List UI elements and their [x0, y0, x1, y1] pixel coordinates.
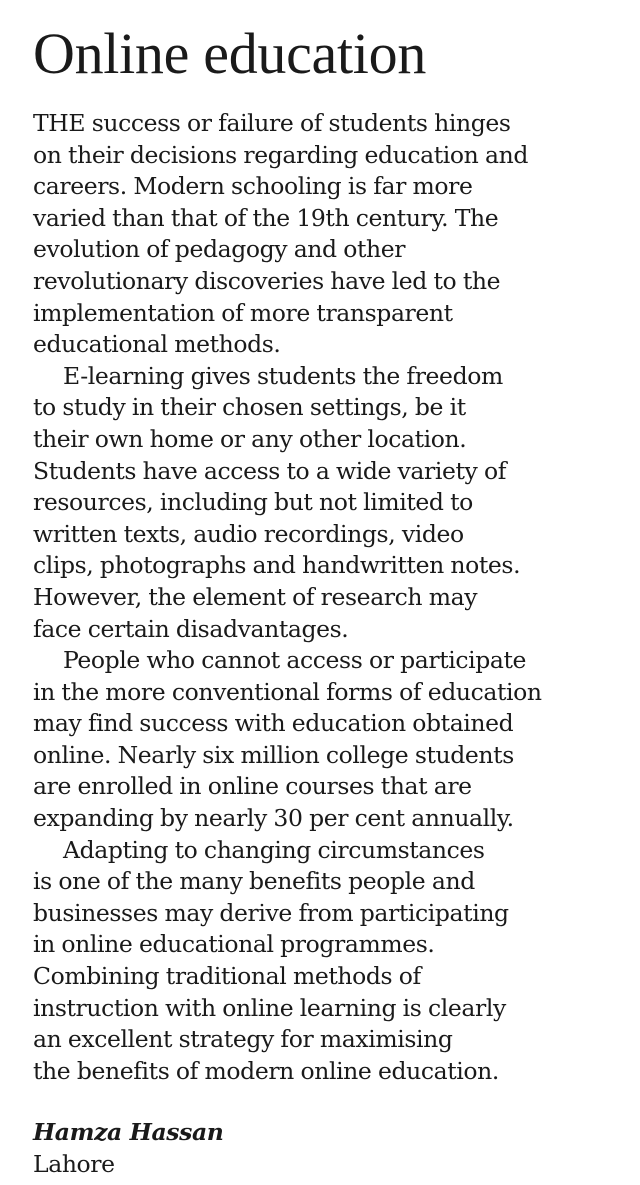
- text-line: instruction with online learning is clearly: [33, 993, 506, 1022]
- text-line: Students have access to a wide variety of: [33, 456, 507, 485]
- text-line: are enrolled in online courses that are: [33, 772, 472, 801]
- text-line: expanding by nearly 30 per cent annually.: [33, 804, 514, 833]
- headline: Online education: [33, 21, 427, 86]
- text-line: the benefits of modern online education.: [33, 1056, 499, 1085]
- text-line: However, the element of research may: [33, 582, 478, 611]
- text-line: to study in their chosen settings, be it: [33, 393, 466, 422]
- paragraph-3: [33, 645, 623, 835]
- text-line: E-learning gives students the freedom: [63, 361, 503, 390]
- text-line: People who cannot access or participate: [63, 646, 527, 675]
- text-line: careers. Modern schooling is far more: [33, 172, 473, 201]
- text-line: educational methods.: [33, 330, 281, 359]
- paragraph-2: [33, 361, 623, 645]
- text-line: evolution of pedagogy and other: [33, 235, 406, 264]
- text-line: face certain disadvantages.: [33, 614, 349, 643]
- text-line: is one of the many benefits people and: [33, 867, 475, 896]
- text-line: businesses may derive from participating: [33, 898, 509, 927]
- text-line: THE success or failure of students hinges: [33, 109, 511, 137]
- signature-block: [33, 1117, 623, 1180]
- text-line: may find success with education obtained: [33, 709, 514, 738]
- author-name: Hamza Hassan: [33, 1118, 224, 1147]
- text-line: in online educational programmes.: [33, 930, 435, 959]
- text-line: on their decisions regarding education and: [33, 140, 528, 169]
- text-line: clips, photographs and handwritten notes.: [33, 551, 521, 580]
- text-line: resources, including but not limited to: [33, 488, 473, 517]
- letter-article: [33, 18, 623, 1181]
- text-line: online. Nearly six million college students: [33, 740, 514, 769]
- paragraph-1: [33, 108, 623, 361]
- text-line: revolutionary discoveries have led to the: [33, 266, 501, 295]
- text-line: written texts, audio recordings, video: [33, 519, 464, 548]
- text-line: implementation of more transparent: [33, 298, 453, 327]
- text-line: varied than that of the 19th century. The: [33, 203, 499, 232]
- text-line: an excellent strategy for maximising: [33, 1025, 453, 1054]
- text-line: their own home or any other location.: [33, 424, 467, 453]
- text-line: Combining traditional methods of: [33, 962, 421, 991]
- text-line: in the more conventional forms of education: [33, 677, 542, 706]
- author-city: Lahore: [33, 1150, 115, 1178]
- paragraph-4: [33, 835, 623, 1088]
- letter-body: [33, 108, 623, 1087]
- text-line: Adapting to changing circumstances: [63, 835, 485, 864]
